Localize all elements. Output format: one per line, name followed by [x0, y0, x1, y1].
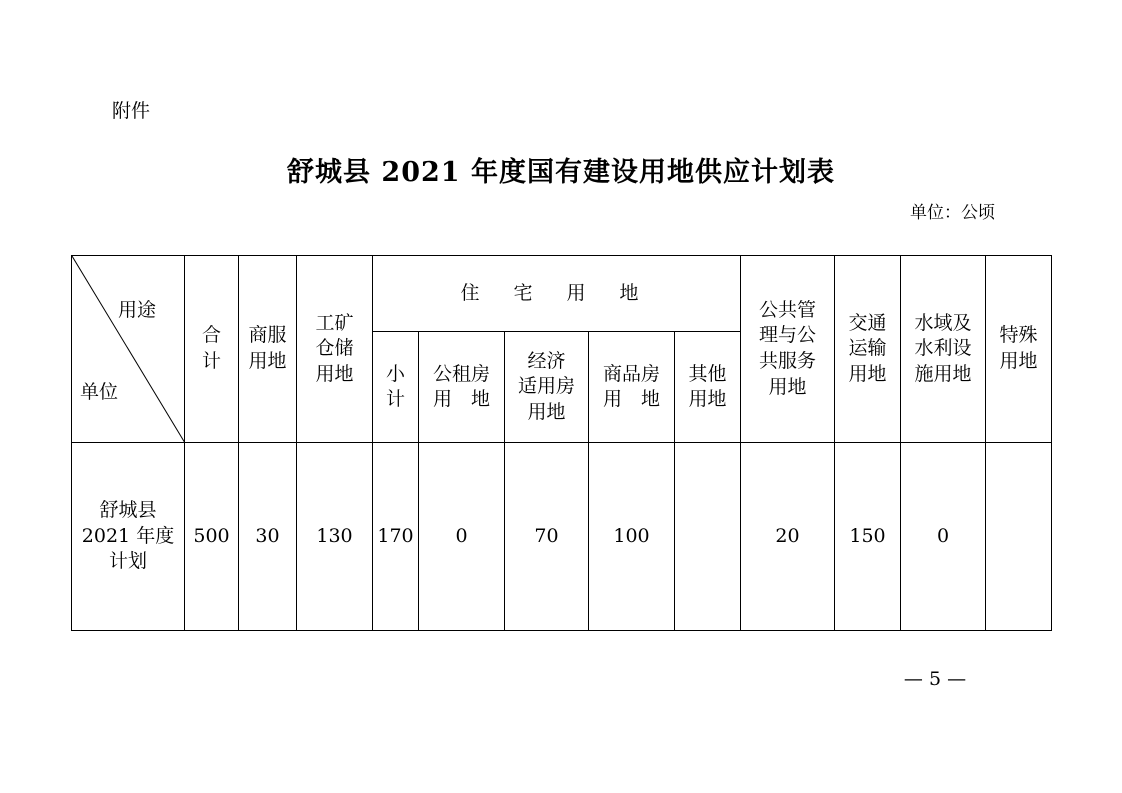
header-commercial: 商服 用地	[239, 256, 297, 443]
cell-special	[986, 443, 1052, 631]
header-usage-label: 用途	[117, 299, 156, 321]
header-res-subtotal: 小 计	[373, 332, 419, 443]
header-total: 合 计	[185, 256, 239, 443]
cell-res-other	[675, 443, 741, 631]
header-transport: 交通 运输 用地	[835, 256, 901, 443]
row-unit: 舒城县 2021 年度 计划	[72, 443, 185, 631]
cell-commercial: 30	[239, 443, 297, 631]
header-res-public-rental: 公租房 用 地	[419, 332, 505, 443]
cell-res-affordable: 70	[505, 443, 589, 631]
land-supply-plan-table	[71, 255, 1052, 631]
header-unit-label: 单位	[80, 381, 119, 403]
unit-note: 单位：公顷	[910, 203, 995, 223]
header-residential-group: 住 宅 用 地	[373, 256, 741, 332]
header-public-service: 公共管 理与公 共服务 用地	[741, 256, 835, 443]
page-title: 舒城县 2021 年度国有建设用地供应计划表	[287, 157, 835, 188]
cell-total: 500	[185, 443, 239, 631]
header-res-affordable: 经济 适用房 用地	[505, 332, 589, 443]
cell-water: 0	[901, 443, 986, 631]
table-row	[72, 443, 1052, 631]
header-res-commodity: 商品房 用 地	[589, 332, 675, 443]
header-water: 水域及 水利设 施用地	[901, 256, 986, 443]
diagonal-line	[72, 256, 185, 443]
cell-industrial: 130	[297, 443, 373, 631]
header-industrial: 工矿 仓储 用地	[297, 256, 373, 443]
page-number: — 5 —	[903, 668, 967, 690]
attachment-label: 附件	[112, 100, 151, 122]
cell-res-public-rental: 0	[419, 443, 505, 631]
cell-transport: 150	[835, 443, 901, 631]
cell-public-service: 20	[741, 443, 835, 631]
header-res-other: 其他 用地	[675, 332, 741, 443]
diagonal-header-cell	[72, 256, 185, 443]
cell-res-subtotal: 170	[373, 443, 419, 631]
header-special: 特殊 用地	[986, 256, 1052, 443]
cell-res-commodity: 100	[589, 443, 675, 631]
